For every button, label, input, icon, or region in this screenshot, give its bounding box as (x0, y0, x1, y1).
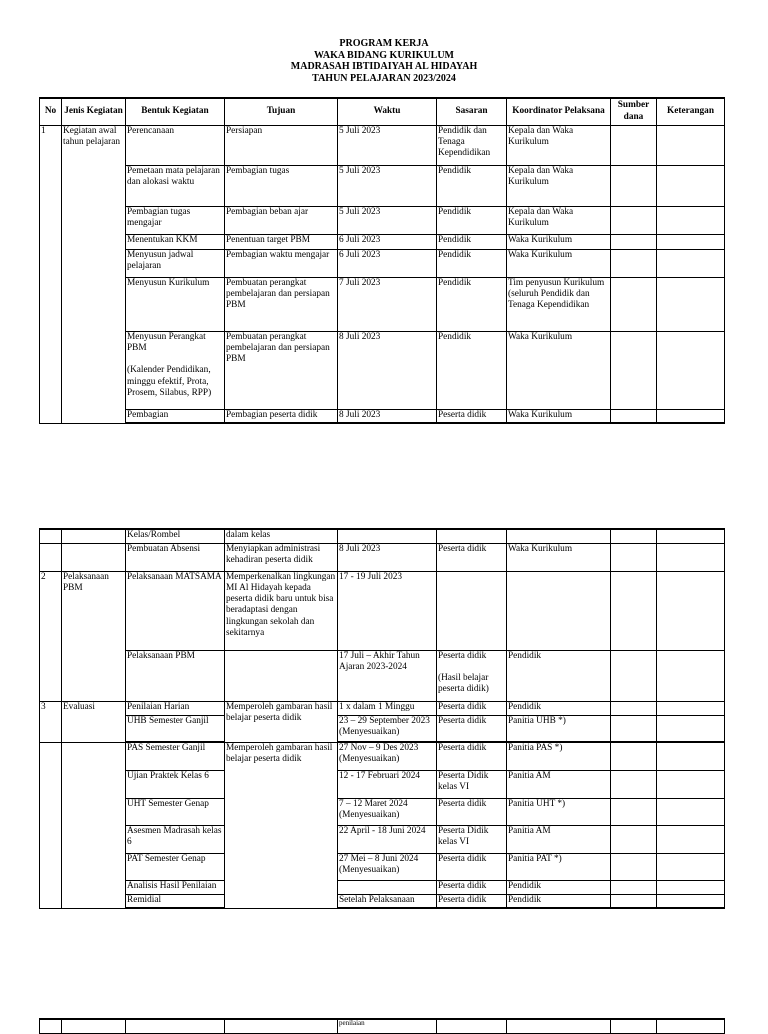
bentuk-cell: Pelaksanaan PBM (126, 650, 225, 701)
sumber-dana-cell (611, 234, 657, 249)
header-tujuan: Tujuan (225, 98, 338, 125)
title-line-3: MADRASAH IBTIDAIYAH AL HIDAYAH (290, 61, 478, 72)
header-sumber-dana: Sumber dana (611, 98, 657, 125)
bentuk-cell: UHB Semester Ganjil (126, 715, 225, 742)
koordinator-cell: Panitia PAS *) (507, 742, 611, 770)
sumber-dana-cell (611, 715, 657, 742)
document-title (0, 38, 768, 84)
jenis-kegiatan-cell: Evaluasi (62, 701, 126, 742)
sasaran-cell (437, 1019, 507, 1033)
tujuan-cell (225, 650, 338, 701)
program-table-page-2 (39, 528, 725, 909)
sumber-dana-cell (611, 853, 657, 880)
koordinator-cell: Kepala dan Waka Kurikulum (507, 165, 611, 206)
jenis-kegiatan-cell: Kegiatan awal tahun pelajaran (62, 125, 126, 423)
sasaran-cell: Peserta didik (437, 853, 507, 880)
sumber-dana-cell (611, 650, 657, 701)
waktu-cell (338, 880, 437, 894)
sumber-dana-cell (611, 798, 657, 825)
keterangan-cell (657, 825, 725, 853)
row-no (40, 1019, 62, 1033)
bentuk-cell: Menentukan KKM (126, 234, 225, 249)
waktu-cell: 5 Juli 2023 (338, 206, 437, 234)
bentuk-cell: Kelas/Rombel (126, 529, 225, 543)
sumber-dana-cell (611, 249, 657, 277)
waktu-cell: penilaian (338, 1019, 437, 1033)
bentuk-cell: Pelaksanaan MATSAMA (126, 571, 225, 650)
koordinator-cell: Pendidik (507, 701, 611, 715)
bentuk-cell: Menyusun Perangkat PBM (Kalender Pendidikan, minggu efektif, Prota, Prosem, Silabus, RPP) (126, 331, 225, 409)
sumber-dana-cell (611, 894, 657, 908)
keterangan-cell (657, 770, 725, 798)
tujuan-cell: Memperoleh gambaran hasil belajar peserta didik (225, 742, 338, 908)
waktu-cell: 27 Nov – 9 Des 2023 (Menyesuaikan) (338, 742, 437, 770)
tujuan-cell: Pembagian waktu mengajar (225, 249, 338, 277)
waktu-cell: 17 - 19 Juli 2023 (338, 571, 437, 650)
koordinator-cell: Panitia UHB *) (507, 715, 611, 742)
bentuk-cell: Pembuatan Absensi (126, 543, 225, 571)
waktu-cell: 6 Juli 2023 (338, 249, 437, 277)
sumber-dana-cell (611, 125, 657, 165)
bentuk-cell: Pemetaan mata pelajaran dan alokasi waktu (126, 165, 225, 206)
keterangan-cell (657, 650, 725, 701)
keterangan-cell (657, 715, 725, 742)
bentuk-cell: Asesmen Madrasah kelas 6 (126, 825, 225, 853)
waktu-cell: 8 Juli 2023 (338, 543, 437, 571)
waktu-cell: 8 Juli 2023 (338, 409, 437, 423)
sumber-dana-cell (611, 880, 657, 894)
sumber-dana-cell (611, 1019, 657, 1033)
title-line-1: PROGRAM KERJA (339, 38, 429, 49)
bentuk-cell (126, 1019, 225, 1033)
sasaran-cell: Peserta didik (437, 715, 507, 742)
tujuan-cell: Pembagian peserta didik (225, 409, 338, 423)
sasaran-cell: Peserta didik (437, 701, 507, 715)
waktu-cell: 5 Juli 2023 (338, 125, 437, 165)
sumber-dana-cell (611, 529, 657, 543)
sumber-dana-cell (611, 770, 657, 798)
header-sasaran: Sasaran (437, 98, 507, 125)
sumber-dana-cell (611, 825, 657, 853)
sasaran-cell: Peserta didik (437, 880, 507, 894)
koordinator-cell: Kepala dan Waka Kurikulum (507, 125, 611, 165)
bentuk-cell: PAS Semester Ganjil (126, 742, 225, 770)
keterangan-cell (657, 165, 725, 206)
bentuk-cell: Ujian Praktek Kelas 6 (126, 770, 225, 798)
koordinator-cell: Kepala dan Waka Kurikulum (507, 206, 611, 234)
tujuan-cell: Pembuatan perangkat pembelajaran dan persiapan PBM (225, 331, 338, 409)
header-jenis-kegiatan: Jenis Kegiatan (62, 98, 126, 125)
tujuan-cell: Pembagian tugas (225, 165, 338, 206)
jenis-kegiatan-cell (62, 742, 126, 908)
sasaran-cell: Pendidik (437, 277, 507, 331)
bentuk-cell: Menyusun Kurikulum (126, 277, 225, 331)
sasaran-cell: Peserta didik (437, 742, 507, 770)
waktu-cell: 7 – 12 Maret 2024 (Menyesuaikan) (338, 798, 437, 825)
sasaran-cell: Pendidik (437, 249, 507, 277)
bentuk-cell: Pembagian (126, 409, 225, 423)
waktu-cell: 6 Juli 2023 (338, 234, 437, 249)
keterangan-cell (657, 701, 725, 715)
tujuan-cell: Pembagian beban ajar (225, 206, 338, 234)
sumber-dana-cell (611, 165, 657, 206)
sasaran-cell: Peserta didik (437, 409, 507, 423)
sumber-dana-cell (611, 543, 657, 571)
koordinator-cell: Waka Kurikulum (507, 249, 611, 277)
sumber-dana-cell (611, 571, 657, 650)
sumber-dana-cell (611, 742, 657, 770)
sumber-dana-cell (611, 331, 657, 409)
tujuan-cell: Penentuan target PBM (225, 234, 338, 249)
koordinator-cell (507, 1019, 611, 1033)
row-no (40, 543, 62, 571)
koordinator-cell: Waka Kurikulum (507, 409, 611, 423)
header-waktu: Waktu (338, 98, 437, 125)
row-no: 1 (40, 125, 62, 423)
keterangan-cell (657, 529, 725, 543)
waktu-cell: 23 – 29 September 2023 (Menyesuaikan) (338, 715, 437, 742)
waktu-cell: 12 - 17 Februari 2024 (338, 770, 437, 798)
sumber-dana-cell (611, 277, 657, 331)
sumber-dana-cell (611, 701, 657, 715)
koordinator-cell: Panitia UHT *) (507, 798, 611, 825)
waktu-cell: 1 x dalam 1 Minggu (338, 701, 437, 715)
sasaran-cell (437, 571, 507, 650)
waktu-cell: Setelah Pelaksanaan (338, 894, 437, 908)
sasaran-cell (437, 529, 507, 543)
bentuk-cell: Analisis Hasil Penilaian (126, 880, 225, 894)
bentuk-cell: Pembagian tugas mengajar (126, 206, 225, 234)
bentuk-cell: Perencanaan (126, 125, 225, 165)
header-keterangan: Keterangan (657, 98, 725, 125)
header-no: No (40, 98, 62, 125)
tujuan-cell: Persiapan (225, 125, 338, 165)
keterangan-cell (657, 853, 725, 880)
waktu-cell (338, 529, 437, 543)
keterangan-cell (657, 277, 725, 331)
sumber-dana-cell (611, 409, 657, 423)
sasaran-cell: Pendidik (437, 206, 507, 234)
sasaran-cell: Pendidik (437, 234, 507, 249)
sasaran-cell: Peserta didik (437, 543, 507, 571)
sumber-dana-cell (611, 206, 657, 234)
koordinator-cell: Panitia PAT *) (507, 853, 611, 880)
header-bentuk-kegiatan: Bentuk Kegiatan (126, 98, 225, 125)
koordinator-cell (507, 529, 611, 543)
sasaran-cell: Pendidik dan Tenaga Kependidikan (437, 125, 507, 165)
sasaran-cell: Peserta didik (Hasil belajar peserta didik) (437, 650, 507, 701)
tujuan-cell: Memperkenalkan lingkungan MI Al Hidayah kepada peserta didik baru untuk bisa beradaptasi dengan lingkungan sekolah dan sekitarnya (225, 571, 338, 650)
jenis-kegiatan-cell: Pelaksanaan PBM (62, 571, 126, 701)
bentuk-cell: UHT Semester Genap (126, 798, 225, 825)
row-no: 3 (40, 701, 62, 742)
koordinator-cell: Pendidik (507, 880, 611, 894)
bentuk-cell: Menyusun jadwal pelajaran (126, 249, 225, 277)
keterangan-cell (657, 571, 725, 650)
koordinator-cell: Waka Kurikulum (507, 543, 611, 571)
waktu-cell: 8 Juli 2023 (338, 331, 437, 409)
row-no (40, 529, 62, 543)
row-no (40, 742, 62, 908)
tujuan-cell: Memperoleh gambaran hasil belajar peserta didik (225, 701, 338, 742)
waktu-cell: 5 Juli 2023 (338, 165, 437, 206)
jenis-kegiatan-cell (62, 529, 126, 543)
tujuan-cell: Menyiapkan administrasi kehadiran peserta didik (225, 543, 338, 571)
waktu-cell: 7 Juli 2023 (338, 277, 437, 331)
koordinator-cell: Waka Kurikulum (507, 234, 611, 249)
koordinator-cell (507, 571, 611, 650)
keterangan-cell (657, 798, 725, 825)
sasaran-cell: Peserta didik (437, 894, 507, 908)
koordinator-cell: Waka Kurikulum (507, 331, 611, 409)
tujuan-cell: Pembuatan perangkat pembelajaran dan persiapan PBM (225, 277, 338, 331)
bentuk-cell: Remidial (126, 894, 225, 908)
program-table-page-3 (39, 1018, 725, 1034)
sasaran-cell: Peserta didik (437, 798, 507, 825)
sasaran-cell: Peserta Didik kelas VI (437, 825, 507, 853)
koordinator-cell: Panitia AM (507, 770, 611, 798)
bentuk-cell: Penilaian Harian (126, 701, 225, 715)
sasaran-cell: Pendidik (437, 331, 507, 409)
jenis-kegiatan-cell (62, 543, 126, 571)
keterangan-cell (657, 880, 725, 894)
keterangan-cell (657, 1019, 725, 1033)
waktu-cell: 22 April - 18 Juni 2024 (338, 825, 437, 853)
sasaran-cell: Peserta Didik kelas VI (437, 770, 507, 798)
tujuan-cell: dalam kelas (225, 529, 338, 543)
keterangan-cell (657, 125, 725, 165)
koordinator-cell: Panitia AM (507, 825, 611, 853)
waktu-cell: 27 Mei – 8 Juni 2024 (Menyesuaikan) (338, 853, 437, 880)
row-no: 2 (40, 571, 62, 701)
jenis-kegiatan-cell (62, 1019, 126, 1033)
keterangan-cell (657, 206, 725, 234)
keterangan-cell (657, 894, 725, 908)
waktu-cell: 17 Juli – Akhir Tahun Ajaran 2023-2024 (338, 650, 437, 701)
koordinator-cell: Tim penyusun Kurikulum (seluruh Pendidik dan Tenaga Kependidikan (507, 277, 611, 331)
keterangan-cell (657, 543, 725, 571)
sasaran-cell: Pendidik (437, 165, 507, 206)
program-table-page-1 (39, 97, 725, 424)
keterangan-cell (657, 742, 725, 770)
keterangan-cell (657, 331, 725, 409)
header-koordinator: Koordinator Pelaksana (507, 98, 611, 125)
bentuk-cell: PAT Semester Genap (126, 853, 225, 880)
title-line-2: WAKA BIDANG KURIKULUM (313, 49, 454, 61)
keterangan-cell (657, 409, 725, 423)
keterangan-cell (657, 249, 725, 277)
keterangan-cell (657, 234, 725, 249)
koordinator-cell: Pendidik (507, 650, 611, 701)
title-line-4: TAHUN PELAJARAN 2023/2024 (312, 72, 456, 84)
tujuan-cell (225, 1019, 338, 1033)
koordinator-cell: Pendidik (507, 894, 611, 908)
